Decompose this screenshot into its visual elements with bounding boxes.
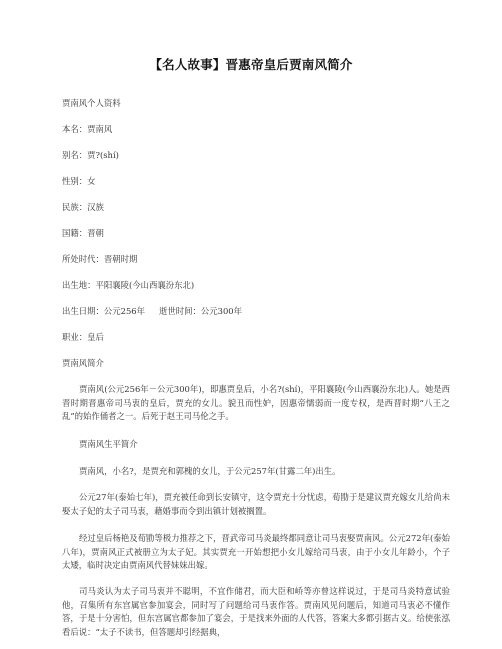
profile-section [62,97,450,383]
life-paragraph-1: 贾南风，小名?，是贾充和郭槐的女儿，于公元257年(甘露二年)出生。 [79,466,341,476]
life-paragraph-2: 公元27年(泰始七年)，贾充被任命到长安镇守，这令贾充十分忧虑，荀勖于是建议贾充嫁女儿给尚未娶太子妃的太子司马衷，藉婚事而令到出镇计划被搁置。 [62,492,450,516]
profile-nationality: 国籍：晋朝 [62,228,104,238]
profile-name: 本名：贾南风 [62,124,113,134]
intro-heading: 贾南风简介 [62,358,104,368]
profile-alias: 别名：贾?(shí) [62,150,119,160]
profile-occupation: 职业：皇后 [62,332,104,342]
profile-ethnicity: 民族：汉族 [62,202,104,212]
profile-heading: 贾南风个人资料 [62,98,121,108]
life-paragraph-3: 经过皇后杨艳及荀勖等极力推荐之下，晋武帝司马炎最终都同意让司马衷娶贾南风。公元272年(泰始八年)，贾南风正式被册立为太子妃。其实贾充一开始想把小女儿嫁给司马衷，由于小女儿年龄小，个子太矮，临时决定由贾南风代替妹妹出嫁。 [62,533,450,570]
profile-birth: 出生日期：公元256年 [62,306,145,316]
document-title: 【名人故事】晋惠帝皇后贾南风简介 [149,57,353,72]
profile-death: 逝世时间：公元300年 [159,306,242,316]
life-heading: 贾南风生平简介 [79,439,138,449]
profile-gender: 性别：女 [62,176,96,186]
profile-dates-row [62,305,450,317]
life-paragraph-4: 司马炎认为太子司马衷并不聪明，不宜作储君，而大臣和峤等亦曾这样说过，于是司马炎特意试验他，召集所有东宫属官参加宴会，同时写了问题给司马衷作答。贾南风见问题后，知道司马衷必不懂作答，于是十分害怕，但东宫属官都参加了宴会，于是找来外面的人代答，答案大多都引据古义。给使张泓看后说：“太子不读书，但答题却引经据典， [62,586,450,637]
intro-paragraph: 贾南风(公元256年－公元300年)，即惠贾皇后，小名?(shí)，平阳襄陵(今山西襄汾东北)人。她是西晋时期晋惠帝司马衷的皇后，贾充的女儿。貌丑而性妒，因惠帝懦弱而一度专权，是西晋时期“八王之乱”的始作俑者之一。后死于赵王司马伦之手。 [62,384,450,421]
profile-birthplace: 出生地：平阳襄陵(今山西襄汾东北) [62,280,195,290]
profile-era: 所处时代：晋朝时期 [62,254,138,264]
